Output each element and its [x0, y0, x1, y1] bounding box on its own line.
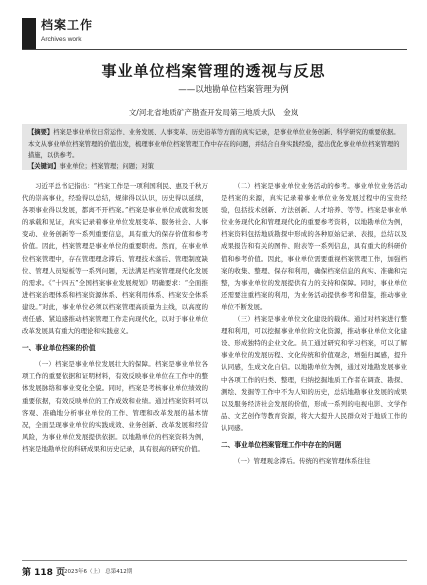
paragraph: （一）管理观念滞后。传统的档案管理体系往往 [234, 456, 371, 465]
paragraph: 习近平总书记指出：“档案工作是一项利国利民、惠及千秋万代的崇高事业，经验得以总结，规律得以认识，历史得以延续，各项事业得以发展，都离不开档案。”档案是事业单位成就和发展的承载和见证，真实记录着事业单位发展变革、服务社会、人事变动、业务创新等一系列重要信息，具有重大的保存价值和参考价值。因此，档案管理是事业单位的重要职责。然而，在事业单位档案管理中，存在管理理念滞后、管理技术落后、管理制度缺位、管理人员短板等一系列问题，无法满足档案管理现代化发展的需求。《“十四五”全国档案事业发展规划》明确要求：“全面推进档案治理体系和档案资源体系、档案利用体系、档案安全体系建设。”对此，事业单位必须以档案管理高质量为主线，以高度的责任感、紧迫感推动档案管理工作走向现代化，以对于事业单位改革发展具有重大的理论和实践意义。 [22, 182, 208, 336]
section-heading: 二、事业单位档案管理工作中存在的问题 [221, 440, 342, 449]
section-heading: 一、事业单位档案的价值 [22, 344, 96, 353]
abstract-box [22, 124, 407, 170]
page-footer [22, 560, 407, 576]
article-title: 事业单位档案管理的透视与反思 [101, 62, 326, 80]
article-subtitle: ——以地勘单位档案管理为例 [178, 85, 289, 95]
body-column-left [22, 180, 208, 455]
paragraph: （一）档案是事业单位发展壮大的保障。档案是事业单位各项工作的重要依据和证明材料，有效反映事业单位在工作中的整体发展脉络和事业变化全貌。同时，档案是考核事业单位绩效的重要依据，有效反映单位的工作成效和业绩。通过档案资料可以客观、准确地分析事业单位的工作、管理和改革发展的基本情况，全面呈现事业单位的实践成效、业务创新、改革发展和经营风险，为事业单位发展提供依据。以地勘单位的档案资料为例，档案是地勘单位的科研成果和历史记录，具有很高的研究价值。 [22, 360, 208, 453]
section-header [22, 4, 407, 50]
footer-rule [22, 560, 407, 561]
abstract [28, 127, 401, 162]
body-column-right [221, 180, 407, 467]
header-rule [22, 49, 407, 50]
keywords-text: 事业单位；档案管理；问题；对策 [59, 162, 154, 170]
section-subtitle: Archives work [41, 36, 82, 43]
article-author: 文/河北省地质矿产勘查开发局第三地质大队 金岚 [128, 108, 299, 117]
paragraph: （二）档案是事业单位业务活动的参考。事业单位业务活动是档案的来源，真实记录着事业单位业务发展过程中的宝贵经验，包括技术创新、方法创新、人才培养、等等。档案是事业单位业务现代化和管理现代化的重要参考资料，以地勘单位为例，档案资料包括地质勘探中形成的各种原始记录、表报，总结以及成果报告和有关的图件、附表等一系列信息，具有重大的科研价值和参考价值。因此，事业单位需要重视档案管理工作，加强档案的收集、整理、保存和利用，确保档案信息的真实、准确和完整，为事业单位的发展提供有力的支持和保障。同时，事业单位还需要注重档案的利用，为业务活动提供参考和借鉴，推动事业单位不断发展。 [221, 182, 407, 311]
issue-info: 2023年6（上） 总第412期 [64, 569, 133, 575]
abstract-label: 【摘要】 [28, 129, 54, 136]
keywords [28, 162, 401, 172]
abstract-text: 档案是事业单位日常运作、业务发展、人事变革、历史沿革等方面的真实记录，是事业单位业务创新、科学研究的重要依据。本文从事业单位档案管理的价值出发，梳理事业单位档案管理工作中存在的问题，并结合自身实践经验，提出优化事业单位档案管理的措施，以供参考。 [28, 129, 400, 159]
paragraph: （三）档案是事业单位文化建设的载体。通过对档案进行整理和利用，可以挖掘事业单位的文化资源，推动事业单位文化建设、形成独特的企业文化。员工通过研究和学习档案，可以了解事业单位的发展历程、文化传统和价值观念，增强归属感，提升认同感，生成文化自信。以地勘单位为例，通过对地勘发展事业中各项工作的归类、整理，归纳挖掘地质工作者在调查、勘探、测绘、发掘等工作中不为人知的历史，总结地勘事业发展的成果以及服务经济社会发展的价值，形成一系列的电视电影、文学作品、文艺创作等教育资源，将大大提升人民群众对于地质工作的认同感。 [221, 315, 407, 432]
page-number: 第 118 页 [22, 568, 66, 578]
keywords-label: 【关键词】 [28, 162, 60, 170]
section-marker [22, 18, 36, 49]
section-title: 档案工作 [41, 18, 94, 32]
